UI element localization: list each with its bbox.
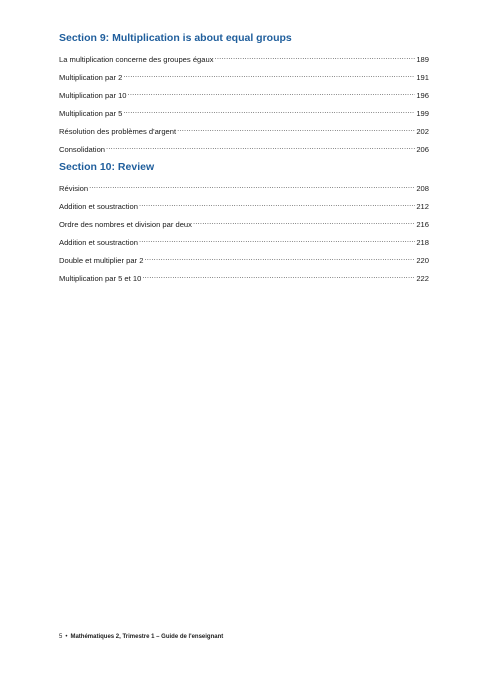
dot-leader	[128, 88, 416, 98]
toc-entry[interactable]	[59, 106, 429, 124]
dot-leader	[106, 142, 415, 152]
dot-leader	[144, 253, 415, 263]
toc-entry-page: 222	[416, 274, 429, 283]
toc-entry-page: 199	[416, 109, 429, 118]
dot-leader	[193, 217, 415, 227]
toc-entry[interactable]	[59, 199, 429, 217]
toc-entry-title: Multiplication par 2	[59, 73, 123, 82]
dot-leader	[89, 181, 415, 191]
toc-entry-page: 206	[416, 145, 429, 154]
toc-entry-page: 216	[416, 220, 429, 229]
dot-leader	[123, 106, 415, 116]
toc-entry-title: Résolution des problèmes d'argent	[59, 127, 177, 136]
toc-entry[interactable]	[59, 142, 429, 160]
section-9-heading: Section 9: Multiplication is about equal groups	[59, 32, 292, 44]
toc-entry-title: Addition et soustraction	[59, 202, 138, 211]
toc-entry-page: 208	[416, 184, 429, 193]
dot-leader	[139, 235, 415, 245]
section-9-toc-list	[59, 52, 429, 160]
toc-entry-title: Consolidation	[59, 145, 106, 154]
toc-entry-page: 202	[416, 127, 429, 136]
toc-entry[interactable]	[59, 70, 429, 88]
toc-entry-title: Multiplication par 10	[59, 91, 127, 100]
toc-entry[interactable]	[59, 52, 429, 70]
toc-entry[interactable]	[59, 217, 429, 235]
toc-entry[interactable]	[59, 124, 429, 142]
toc-entry-title: Addition et soustraction	[59, 238, 138, 247]
dot-leader	[123, 70, 415, 80]
toc-entry-title: Ordre des nombres et division par deux	[59, 220, 192, 229]
toc-entry-page: 212	[416, 202, 429, 211]
toc-entry[interactable]	[59, 253, 429, 271]
toc-entry-page: 191	[416, 73, 429, 82]
toc-entry-page: 196	[416, 91, 429, 100]
toc-entry-title: Multiplication par 5	[59, 109, 123, 118]
toc-entry[interactable]	[59, 271, 429, 289]
toc-entry[interactable]	[59, 181, 429, 199]
toc-entry-title: Double et multiplier par 2	[59, 256, 144, 265]
footer-title: Mathématiques 2, Trimestre 1 – Guide de l'enseignant	[70, 634, 224, 640]
dot-leader	[139, 199, 415, 209]
toc-entry-page: 220	[416, 256, 429, 265]
dot-leader	[177, 124, 415, 134]
dot-leader	[142, 271, 415, 281]
toc-entry-page: 218	[416, 238, 429, 247]
section-10-heading: Section 10: Review	[59, 161, 155, 173]
toc-entry[interactable]	[59, 235, 429, 253]
footer-bullet: •	[65, 634, 68, 640]
footer-page-number: 5	[59, 634, 63, 640]
section-10-toc-list	[59, 181, 429, 289]
toc-entry-page: 189	[416, 55, 429, 64]
toc-entry-title: La multiplication concerne des groupes égaux	[59, 55, 214, 64]
page-footer	[59, 634, 223, 640]
toc-entry-title: Révision	[59, 184, 89, 193]
toc-entry-title: Multiplication par 5 et 10	[59, 274, 142, 283]
toc-entry[interactable]	[59, 88, 429, 106]
dot-leader	[215, 52, 416, 62]
